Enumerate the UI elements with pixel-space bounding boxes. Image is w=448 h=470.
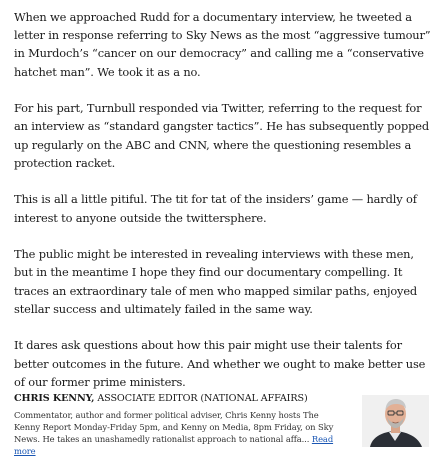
article-paragraph-2: For his part, Turnbull responded via Twitter, referring to the request for an interview as “standard gangster tactics”. He has subsequently popped up regularly on the ABC and CNN, where the questioning resembles a protection racket. bbox=[14, 101, 429, 170]
article-paragraph-5: It dares ask questions about how this pair might use their talents for better outcomes in the future. And whether we ought to make better use of our former prime ministers. bbox=[14, 338, 426, 389]
author-role: ASSOCIATE EDITOR (NATIONAL AFFAIRS) bbox=[97, 393, 308, 404]
article-paragraph-3: This is all a little pitiful. The tit for tat of the insiders’ game — hardly of interest to anyone outside the twittersphere. bbox=[14, 192, 417, 225]
author-heading bbox=[14, 392, 344, 406]
author-portrait-icon bbox=[362, 395, 429, 447]
article-paragraph-1: When we approached Rudd for a documentary interview, he tweeted a letter in response referring to Sky News as the most “aggressive tumour” in Murdoch’s “cancer on our democracy” and calling me a “conservative hatchet man”. We took it as a no. bbox=[14, 10, 431, 79]
article-body bbox=[14, 0, 434, 391]
article-paragraph-4: The public might be interested in revealing interviews with these men, but in the meantime I hope they find our documentary compelling. It traces an extraordinary tale of men who mapped similar paths, enjoyed stellar success and ultimately failed in the same way. bbox=[14, 247, 418, 316]
author-byline bbox=[14, 392, 434, 462]
author-bio bbox=[14, 409, 344, 457]
author-bio-text: Commentator, author and former political adviser, Chris Kenny hosts The Kenny Report Monday-Friday 5pm, and Kenny on Media, 8pm Friday, on Sky News. He takes an unashamedly rationalist approach to national affa... bbox=[14, 410, 334, 444]
read-more-link[interactable]: Read more bbox=[14, 434, 334, 456]
author-avatar[interactable] bbox=[362, 395, 429, 447]
author-name[interactable]: CHRIS KENNY, bbox=[14, 393, 95, 404]
author-info bbox=[14, 392, 344, 457]
